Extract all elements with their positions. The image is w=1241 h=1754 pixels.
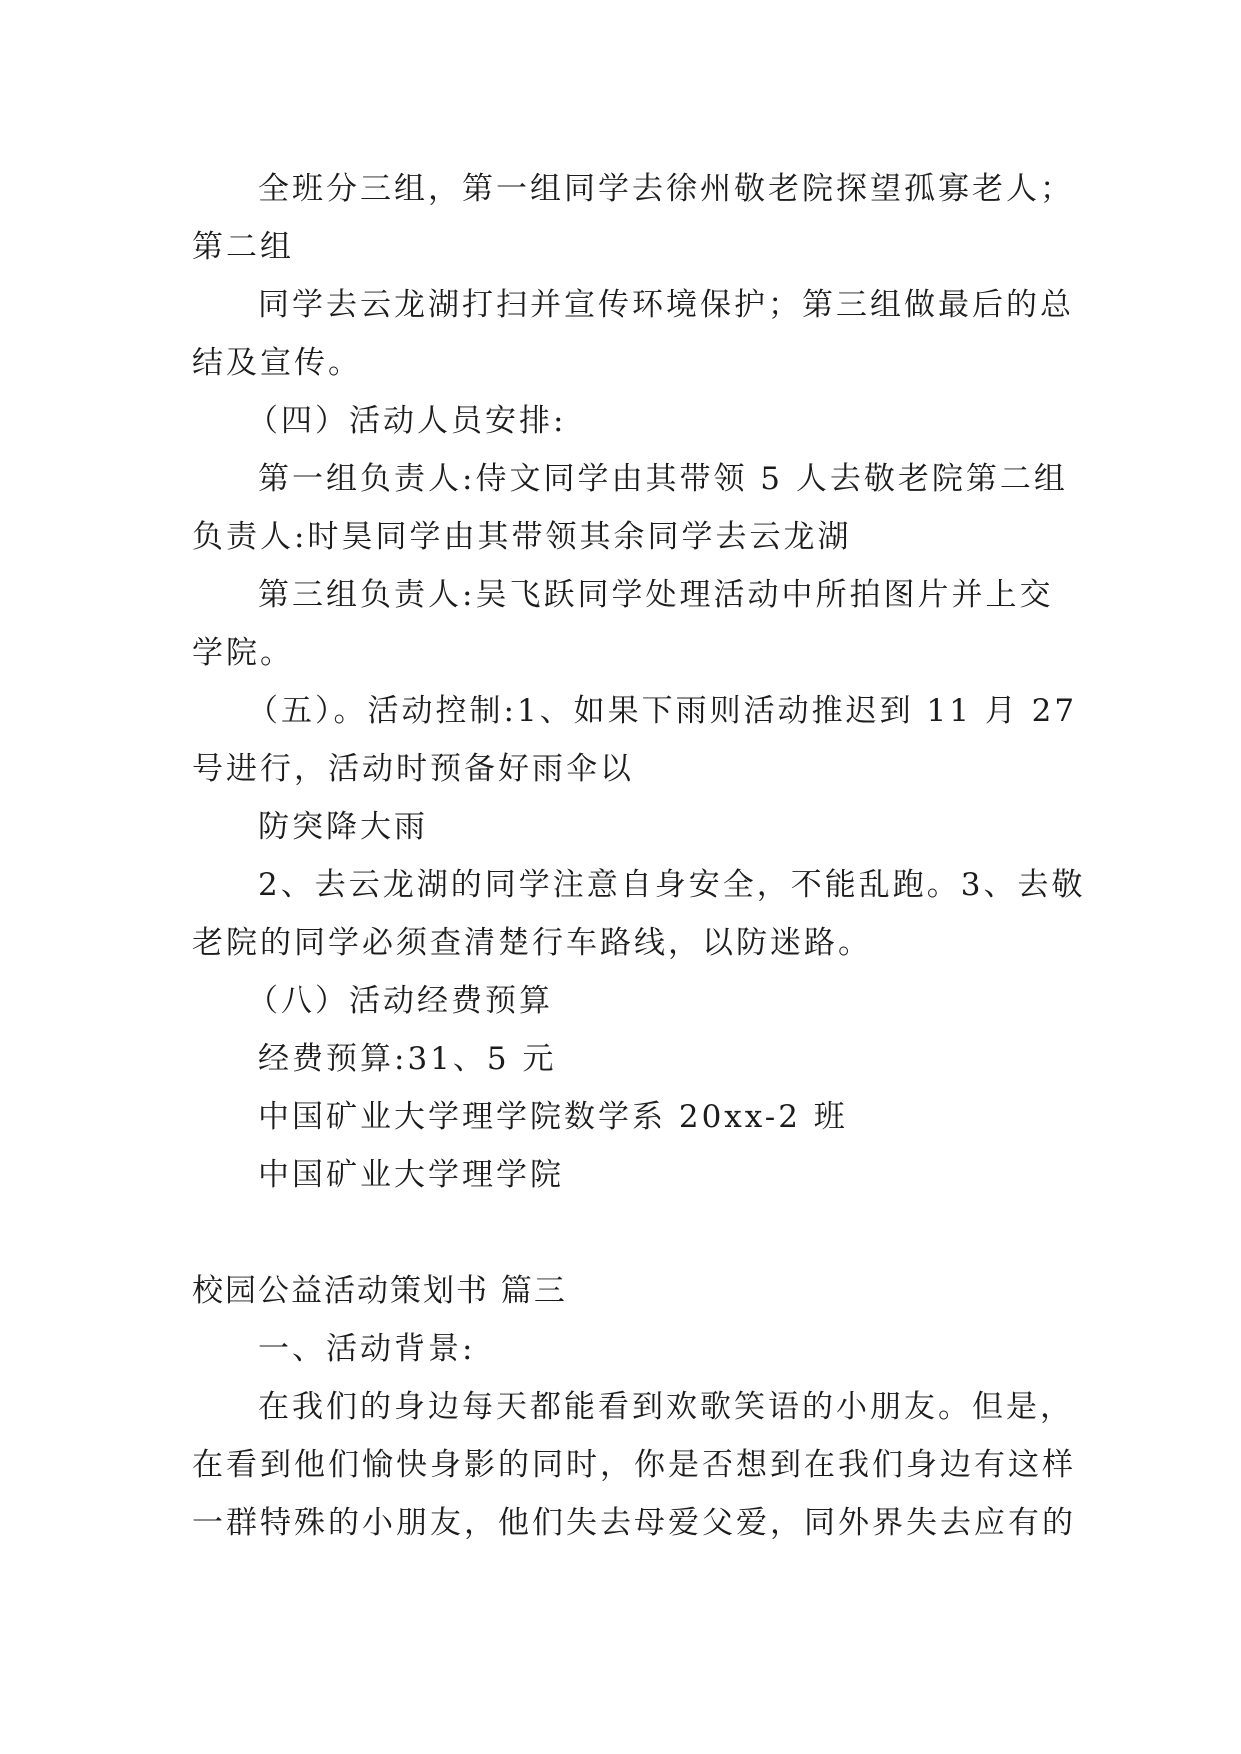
document-body — [192, 160, 1086, 1552]
paragraph-line: 号进行，活动时预备好雨伞以 — [192, 751, 634, 787]
paragraph-line: 同学去云龙湖打扫并宣传环境保护；第三组做最后的总 — [258, 287, 1074, 323]
blank-spacer — [192, 1204, 1072, 1262]
section-heading-4: （四）活动人员安排: — [247, 403, 567, 439]
signature-college: 中国矿业大学理学院 — [258, 1157, 564, 1193]
budget-line: 经费预算:31、5 元 — [258, 1041, 557, 1077]
paragraph-line: 一群特殊的小朋友，他们失去母爱父爱，同外界失去应有的 — [192, 1505, 1076, 1541]
paragraph-line: 第二组 — [192, 229, 294, 265]
section-heading-5: （五）。活动控制:1、如果下雨则活动推迟到 11 月 27 — [247, 693, 1078, 729]
paragraph-line: 全班分三组，第一组同学去徐州敬老院探望孤寡老人； — [258, 171, 1074, 207]
paragraph-line: 2、去云龙湖的同学注意自身安全，不能乱跑。3、去敬 — [258, 867, 1086, 903]
paragraph-line: 在看到他们愉快身影的同时，你是否想到在我们身边有这样 — [192, 1447, 1076, 1483]
paragraph-line: 结及宣传。 — [192, 345, 362, 381]
section-heading-8: （八）活动经费预算 — [247, 983, 553, 1019]
paragraph-line: 负责人:时昊同学由其带领其余同学去云龙湖 — [192, 519, 852, 555]
paragraph-line: 老院的同学必须查清楚行车路线，以防迷路。 — [192, 925, 872, 961]
section-title: 校园公益活动策划书 篇三 — [192, 1273, 567, 1309]
paragraph-line: 第三组负责人:吴飞跃同学处理活动中所拍图片并上交 — [258, 577, 1054, 613]
paragraph-line: 第一组负责人:侍文同学由其带领 5 人去敬老院第二组 — [258, 461, 1068, 497]
paragraph-line: 防突降大雨 — [258, 809, 428, 845]
signature-class: 中国矿业大学理学院数学系 20xx-2 班 — [258, 1099, 848, 1135]
paragraph-line: 在我们的身边每天都能看到欢歌笑语的小朋友。但是， — [258, 1389, 1074, 1425]
paragraph-line: 学院。 — [192, 635, 294, 671]
subsection-heading: 一、活动背景: — [258, 1331, 476, 1367]
